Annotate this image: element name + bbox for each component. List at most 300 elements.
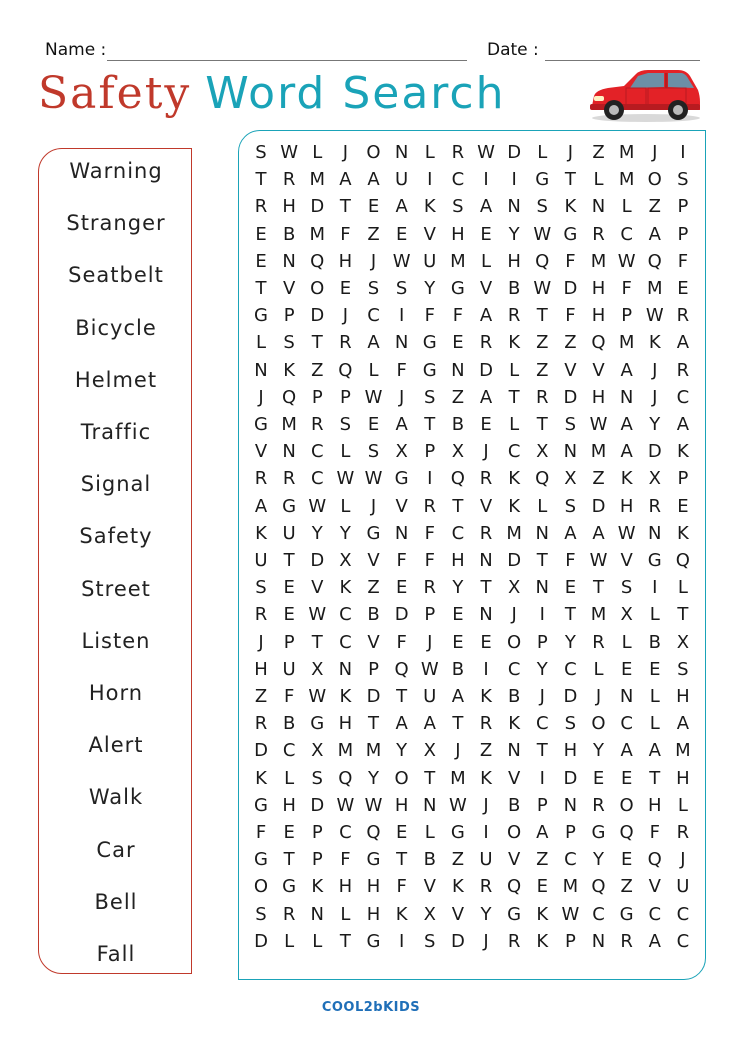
- grid-cell[interactable]: Y: [368, 767, 379, 789]
- grid-cell[interactable]: Q: [310, 250, 325, 272]
- grid-cell[interactable]: L: [509, 414, 520, 435]
- grid-cell[interactable]: V: [648, 876, 661, 898]
- grid-cell[interactable]: F: [396, 359, 407, 381]
- grid-cell[interactable]: A: [620, 740, 633, 762]
- grid-cell[interactable]: B: [451, 414, 465, 435]
- grid-cell[interactable]: K: [508, 468, 521, 490]
- grid-cell[interactable]: L: [340, 441, 351, 463]
- grid-cell[interactable]: P: [424, 441, 436, 463]
- grid-cell[interactable]: Q: [450, 468, 465, 490]
- grid-cell[interactable]: F: [424, 550, 435, 571]
- grid-cell[interactable]: P: [424, 604, 436, 626]
- grid-cell[interactable]: G: [282, 495, 297, 517]
- grid-cell[interactable]: W: [336, 468, 355, 490]
- grid-cell[interactable]: B: [451, 658, 465, 680]
- grid-cell[interactable]: L: [284, 767, 295, 789]
- grid-cell[interactable]: P: [536, 631, 548, 653]
- grid-cell[interactable]: E: [452, 604, 464, 626]
- date-field[interactable]: [545, 60, 700, 61]
- grid-cell[interactable]: D: [563, 686, 578, 707]
- grid-cell[interactable]: M: [450, 250, 466, 272]
- grid-cell[interactable]: P: [677, 468, 689, 490]
- grid-cell[interactable]: E: [480, 414, 492, 435]
- grid-cell[interactable]: P: [311, 822, 323, 843]
- grid-cell[interactable]: W: [364, 794, 383, 816]
- grid-cell[interactable]: W: [308, 686, 327, 707]
- grid-cell[interactable]: V: [367, 631, 380, 653]
- grid-cell[interactable]: B: [507, 794, 521, 816]
- grid-cell[interactable]: X: [311, 658, 324, 680]
- grid-cell[interactable]: D: [310, 794, 325, 816]
- grid-cell[interactable]: M: [675, 740, 691, 762]
- grid-cell[interactable]: N: [423, 794, 437, 816]
- grid-cell[interactable]: H: [647, 794, 662, 816]
- grid-cell[interactable]: E: [452, 631, 464, 653]
- grid-cell[interactable]: N: [591, 196, 606, 218]
- grid-cell[interactable]: C: [507, 441, 521, 463]
- grid-cell[interactable]: L: [621, 631, 632, 653]
- grid-cell[interactable]: T: [564, 169, 576, 191]
- grid-cell[interactable]: G: [310, 713, 325, 735]
- grid-cell[interactable]: G: [450, 822, 465, 843]
- grid-cell[interactable]: K: [676, 522, 689, 544]
- grid-cell[interactable]: Q: [535, 468, 550, 490]
- grid-cell[interactable]: F: [396, 631, 407, 653]
- grid-cell[interactable]: C: [648, 903, 662, 925]
- grid-cell[interactable]: G: [422, 359, 437, 381]
- grid-cell[interactable]: K: [508, 495, 521, 517]
- grid-cell[interactable]: P: [564, 930, 576, 952]
- grid-cell[interactable]: I: [483, 822, 489, 843]
- grid-cell[interactable]: K: [283, 359, 296, 381]
- grid-cell[interactable]: V: [423, 876, 436, 898]
- grid-cell[interactable]: F: [340, 223, 351, 245]
- grid-cell[interactable]: Z: [536, 332, 549, 354]
- grid-cell[interactable]: E: [649, 658, 661, 680]
- grid-cell[interactable]: R: [676, 822, 690, 843]
- grid-cell[interactable]: F: [396, 550, 407, 571]
- grid-cell[interactable]: D: [563, 767, 578, 789]
- grid-cell[interactable]: W: [533, 278, 552, 299]
- grid-cell[interactable]: Z: [592, 468, 605, 490]
- grid-cell[interactable]: W: [336, 794, 355, 816]
- grid-cell[interactable]: P: [677, 223, 689, 245]
- grid-cell[interactable]: A: [451, 686, 465, 707]
- grid-cell[interactable]: U: [282, 522, 296, 544]
- grid-cell[interactable]: T: [339, 930, 351, 952]
- grid-cell[interactable]: L: [677, 577, 688, 599]
- grid-cell[interactable]: G: [254, 794, 268, 816]
- grid-cell[interactable]: Q: [394, 658, 409, 680]
- grid-cell[interactable]: J: [342, 142, 349, 163]
- grid-cell[interactable]: Y: [649, 414, 661, 435]
- grid-cell[interactable]: J: [258, 386, 264, 408]
- grid-cell[interactable]: C: [451, 522, 465, 544]
- grid-cell[interactable]: S: [367, 441, 380, 463]
- grid-cell[interactable]: D: [591, 495, 606, 517]
- grid-cell[interactable]: C: [339, 822, 352, 843]
- grid-cell[interactable]: U: [479, 849, 493, 871]
- grid-cell[interactable]: E: [620, 849, 633, 871]
- grid-cell[interactable]: T: [508, 386, 520, 408]
- grid-cell[interactable]: G: [366, 849, 381, 871]
- grid-cell[interactable]: J: [398, 386, 405, 408]
- grid-cell[interactable]: L: [340, 903, 351, 925]
- grid-cell[interactable]: T: [677, 604, 689, 626]
- grid-cell[interactable]: S: [452, 196, 464, 218]
- grid-cell[interactable]: I: [398, 305, 405, 327]
- grid-cell[interactable]: W: [364, 468, 383, 490]
- grid-cell[interactable]: N: [619, 386, 634, 408]
- grid-cell[interactable]: M: [281, 414, 297, 435]
- grid-cell[interactable]: N: [563, 794, 578, 816]
- grid-cell[interactable]: R: [479, 522, 493, 544]
- grid-cell[interactable]: X: [311, 740, 324, 762]
- grid-cell[interactable]: V: [367, 550, 380, 571]
- grid-cell[interactable]: N: [479, 604, 493, 626]
- grid-cell[interactable]: A: [648, 930, 661, 952]
- grid-cell[interactable]: H: [338, 250, 353, 272]
- grid-cell[interactable]: Y: [480, 903, 492, 925]
- grid-cell[interactable]: A: [367, 169, 380, 191]
- grid-cell[interactable]: E: [536, 876, 548, 898]
- grid-cell[interactable]: M: [590, 250, 607, 272]
- grid-cell[interactable]: T: [396, 849, 408, 871]
- grid-cell[interactable]: S: [564, 495, 577, 517]
- grid-cell[interactable]: L: [593, 658, 604, 680]
- grid-cell[interactable]: I: [427, 169, 433, 191]
- grid-cell[interactable]: F: [340, 849, 351, 871]
- grid-cell[interactable]: V: [479, 278, 493, 299]
- grid-cell[interactable]: M: [646, 278, 663, 299]
- grid-cell[interactable]: A: [367, 332, 380, 354]
- grid-cell[interactable]: P: [283, 305, 295, 327]
- grid-cell[interactable]: W: [477, 142, 495, 163]
- grid-cell[interactable]: T: [452, 495, 464, 517]
- grid-cell[interactable]: N: [648, 522, 662, 544]
- grid-cell[interactable]: K: [508, 332, 521, 354]
- grid-cell[interactable]: Q: [338, 359, 353, 381]
- grid-cell[interactable]: E: [395, 822, 408, 843]
- grid-cell[interactable]: O: [310, 278, 325, 299]
- grid-cell[interactable]: H: [676, 767, 690, 789]
- grid-cell[interactable]: N: [394, 142, 409, 163]
- grid-cell[interactable]: T: [593, 577, 604, 599]
- grid-cell[interactable]: H: [619, 495, 634, 517]
- grid-cell[interactable]: T: [536, 305, 548, 327]
- grid-cell[interactable]: O: [366, 142, 381, 163]
- grid-cell[interactable]: H: [366, 876, 381, 898]
- grid-cell[interactable]: C: [367, 305, 380, 327]
- grid-cell[interactable]: M: [618, 142, 635, 163]
- grid-cell[interactable]: E: [395, 223, 408, 245]
- grid-cell[interactable]: N: [394, 522, 409, 544]
- grid-cell[interactable]: X: [507, 577, 521, 599]
- grid-cell[interactable]: J: [258, 631, 264, 653]
- grid-cell[interactable]: D: [310, 550, 325, 571]
- grid-cell[interactable]: V: [507, 849, 521, 871]
- grid-cell[interactable]: J: [595, 686, 602, 707]
- grid-cell[interactable]: L: [255, 332, 267, 354]
- grid-cell[interactable]: K: [536, 903, 549, 925]
- grid-cell[interactable]: N: [619, 686, 634, 707]
- grid-cell[interactable]: M: [337, 740, 354, 762]
- grid-cell[interactable]: A: [620, 414, 633, 435]
- grid-cell[interactable]: R: [676, 359, 690, 381]
- grid-cell[interactable]: X: [564, 468, 577, 490]
- grid-cell[interactable]: D: [254, 930, 268, 952]
- grid-cell[interactable]: Q: [675, 550, 690, 571]
- grid-cell[interactable]: L: [677, 794, 688, 816]
- grid-cell[interactable]: L: [593, 169, 604, 191]
- grid-cell[interactable]: F: [396, 876, 407, 898]
- grid-cell[interactable]: M: [590, 441, 607, 463]
- grid-cell[interactable]: D: [310, 305, 325, 327]
- grid-cell[interactable]: F: [424, 305, 435, 327]
- grid-cell[interactable]: Z: [311, 359, 324, 381]
- grid-cell[interactable]: R: [479, 876, 493, 898]
- grid-cell[interactable]: T: [339, 196, 351, 218]
- grid-cell[interactable]: T: [480, 577, 492, 599]
- grid-cell[interactable]: T: [424, 767, 436, 789]
- grid-cell[interactable]: C: [310, 441, 324, 463]
- grid-cell[interactable]: H: [676, 686, 690, 707]
- grid-cell[interactable]: F: [255, 822, 267, 843]
- grid-cell[interactable]: Z: [536, 359, 549, 381]
- grid-cell[interactable]: F: [424, 522, 435, 544]
- grid-cell[interactable]: N: [479, 550, 493, 571]
- grid-cell[interactable]: Z: [648, 196, 661, 218]
- grid-cell[interactable]: Z: [564, 332, 577, 354]
- grid-cell[interactable]: A: [676, 332, 690, 354]
- grid-cell[interactable]: A: [479, 305, 493, 327]
- grid-cell[interactable]: C: [620, 713, 633, 735]
- grid-cell[interactable]: O: [507, 822, 522, 843]
- grid-cell[interactable]: G: [366, 522, 381, 544]
- grid-cell[interactable]: Z: [620, 876, 633, 898]
- grid-cell[interactable]: S: [564, 713, 577, 735]
- grid-cell[interactable]: R: [535, 386, 549, 408]
- grid-cell[interactable]: C: [564, 849, 577, 871]
- grid-cell[interactable]: J: [511, 604, 517, 626]
- grid-cell[interactable]: U: [423, 686, 437, 707]
- grid-cell[interactable]: P: [311, 849, 323, 871]
- grid-cell[interactable]: U: [395, 169, 409, 191]
- grid-cell[interactable]: V: [395, 495, 408, 517]
- grid-cell[interactable]: T: [452, 713, 464, 735]
- grid-cell[interactable]: R: [423, 577, 436, 599]
- grid-cell[interactable]: A: [648, 740, 661, 762]
- grid-cell[interactable]: N: [254, 359, 268, 381]
- grid-cell[interactable]: G: [591, 822, 606, 843]
- grid-cell[interactable]: M: [450, 767, 466, 789]
- grid-cell[interactable]: T: [424, 414, 436, 435]
- grid-cell[interactable]: R: [592, 794, 605, 816]
- grid-cell[interactable]: K: [676, 441, 689, 463]
- grid-cell[interactable]: G: [254, 305, 268, 327]
- grid-cell[interactable]: V: [254, 441, 268, 463]
- grid-cell[interactable]: D: [507, 142, 522, 163]
- grid-cell[interactable]: E: [480, 631, 492, 653]
- grid-cell[interactable]: R: [254, 468, 268, 490]
- grid-cell[interactable]: Y: [564, 631, 576, 653]
- grid-cell[interactable]: Z: [479, 740, 493, 762]
- grid-cell[interactable]: L: [480, 250, 492, 272]
- grid-cell[interactable]: R: [423, 495, 436, 517]
- grid-cell[interactable]: E: [564, 577, 577, 599]
- grid-cell[interactable]: O: [507, 631, 522, 653]
- grid-cell[interactable]: K: [395, 903, 408, 925]
- grid-cell[interactable]: Y: [452, 577, 464, 599]
- grid-cell[interactable]: G: [535, 169, 550, 191]
- grid-cell[interactable]: T: [564, 604, 576, 626]
- grid-cell[interactable]: H: [563, 740, 578, 762]
- grid-cell[interactable]: P: [368, 658, 379, 680]
- grid-cell[interactable]: K: [451, 876, 464, 898]
- grid-cell[interactable]: G: [254, 849, 268, 871]
- grid-cell[interactable]: F: [565, 550, 576, 571]
- grid-cell[interactable]: X: [423, 903, 436, 925]
- grid-cell[interactable]: S: [339, 414, 352, 435]
- grid-cell[interactable]: F: [565, 250, 576, 272]
- grid-cell[interactable]: V: [311, 577, 324, 599]
- grid-cell[interactable]: Z: [367, 223, 380, 245]
- grid-cell[interactable]: X: [395, 441, 408, 463]
- grid-cell[interactable]: J: [483, 441, 489, 463]
- grid-cell[interactable]: J: [370, 495, 377, 517]
- grid-cell[interactable]: W: [617, 250, 636, 272]
- grid-cell[interactable]: U: [254, 550, 268, 571]
- grid-cell[interactable]: K: [480, 686, 492, 707]
- grid-cell[interactable]: P: [283, 631, 295, 653]
- grid-cell[interactable]: C: [676, 386, 690, 408]
- grid-cell[interactable]: L: [340, 495, 351, 517]
- grid-cell[interactable]: A: [395, 196, 408, 218]
- grid-cell[interactable]: Q: [338, 767, 353, 789]
- grid-cell[interactable]: N: [507, 196, 521, 218]
- grid-cell[interactable]: I: [652, 577, 658, 599]
- grid-cell[interactable]: R: [592, 223, 605, 245]
- grid-cell[interactable]: W: [308, 604, 327, 626]
- grid-cell[interactable]: C: [310, 468, 324, 490]
- grid-cell[interactable]: W: [561, 903, 580, 925]
- grid-cell[interactable]: S: [677, 658, 689, 680]
- grid-cell[interactable]: S: [255, 142, 267, 163]
- grid-cell[interactable]: A: [564, 522, 577, 544]
- grid-cell[interactable]: R: [282, 468, 296, 490]
- grid-cell[interactable]: C: [676, 903, 690, 925]
- grid-cell[interactable]: S: [424, 386, 436, 408]
- grid-cell[interactable]: L: [537, 142, 548, 163]
- grid-cell[interactable]: R: [479, 713, 493, 735]
- grid-cell[interactable]: W: [448, 794, 467, 816]
- grid-cell[interactable]: P: [677, 196, 689, 218]
- grid-cell[interactable]: J: [652, 142, 658, 163]
- grid-cell[interactable]: C: [535, 713, 549, 735]
- grid-cell[interactable]: J: [567, 142, 574, 163]
- grid-cell[interactable]: A: [395, 414, 408, 435]
- grid-cell[interactable]: I: [680, 142, 686, 163]
- grid-cell[interactable]: R: [507, 930, 521, 952]
- grid-cell[interactable]: P: [621, 305, 633, 327]
- grid-cell[interactable]: L: [368, 359, 379, 381]
- grid-cell[interactable]: Z: [536, 849, 549, 871]
- grid-cell[interactable]: A: [395, 713, 408, 735]
- grid-cell[interactable]: Y: [593, 740, 604, 762]
- grid-cell[interactable]: L: [424, 822, 435, 843]
- grid-cell[interactable]: E: [452, 332, 464, 354]
- grid-cell[interactable]: D: [394, 604, 409, 626]
- grid-cell[interactable]: A: [423, 713, 436, 735]
- grid-cell[interactable]: Q: [647, 849, 662, 871]
- grid-cell[interactable]: G: [422, 332, 437, 354]
- grid-cell[interactable]: R: [592, 631, 605, 653]
- name-field[interactable]: [107, 60, 467, 61]
- grid-cell[interactable]: X: [620, 604, 633, 626]
- grid-cell[interactable]: H: [591, 386, 606, 408]
- grid-cell[interactable]: K: [255, 522, 267, 544]
- grid-cell[interactable]: R: [620, 930, 633, 952]
- grid-cell[interactable]: X: [648, 468, 661, 490]
- grid-cell[interactable]: T: [368, 713, 379, 735]
- grid-cell[interactable]: E: [339, 278, 352, 299]
- grid-cell[interactable]: V: [479, 495, 493, 517]
- grid-cell[interactable]: E: [620, 658, 633, 680]
- grid-cell[interactable]: Y: [311, 522, 323, 544]
- grid-cell[interactable]: N: [451, 359, 465, 381]
- grid-cell[interactable]: A: [620, 359, 633, 381]
- grid-cell[interactable]: G: [394, 468, 409, 490]
- grid-cell[interactable]: U: [423, 250, 437, 272]
- grid-cell[interactable]: K: [508, 713, 521, 735]
- grid-cell[interactable]: K: [564, 196, 577, 218]
- grid-cell[interactable]: O: [253, 876, 269, 898]
- grid-cell[interactable]: G: [507, 903, 522, 925]
- grid-cell[interactable]: Y: [396, 740, 408, 762]
- grid-cell[interactable]: N: [535, 577, 549, 599]
- grid-cell[interactable]: F: [565, 305, 576, 327]
- grid-cell[interactable]: U: [676, 876, 690, 898]
- grid-cell[interactable]: W: [533, 223, 552, 245]
- grid-cell[interactable]: B: [507, 686, 521, 707]
- grid-cell[interactable]: H: [282, 196, 296, 218]
- grid-cell[interactable]: K: [311, 876, 324, 898]
- grid-cell[interactable]: I: [539, 767, 545, 789]
- grid-cell[interactable]: B: [367, 604, 380, 626]
- grid-cell[interactable]: S: [255, 577, 267, 599]
- grid-cell[interactable]: V: [507, 767, 521, 789]
- grid-cell[interactable]: K: [480, 767, 492, 789]
- grid-cell[interactable]: B: [507, 278, 521, 299]
- grid-cell[interactable]: S: [367, 278, 380, 299]
- grid-cell[interactable]: N: [282, 250, 296, 272]
- grid-cell[interactable]: A: [536, 822, 549, 843]
- grid-cell[interactable]: W: [308, 495, 327, 517]
- grid-cell[interactable]: E: [592, 767, 605, 789]
- grid-cell[interactable]: R: [254, 713, 268, 735]
- grid-cell[interactable]: I: [427, 468, 433, 490]
- grid-cell[interactable]: L: [649, 686, 660, 707]
- grid-cell[interactable]: E: [255, 223, 267, 245]
- grid-cell[interactable]: T: [311, 631, 323, 653]
- grid-cell[interactable]: S: [311, 767, 323, 789]
- grid-cell[interactable]: C: [564, 658, 577, 680]
- grid-cell[interactable]: A: [479, 386, 493, 408]
- grid-cell[interactable]: R: [254, 604, 268, 626]
- grid-cell[interactable]: A: [479, 196, 493, 218]
- grid-cell[interactable]: D: [310, 196, 325, 218]
- grid-cell[interactable]: T: [283, 849, 295, 871]
